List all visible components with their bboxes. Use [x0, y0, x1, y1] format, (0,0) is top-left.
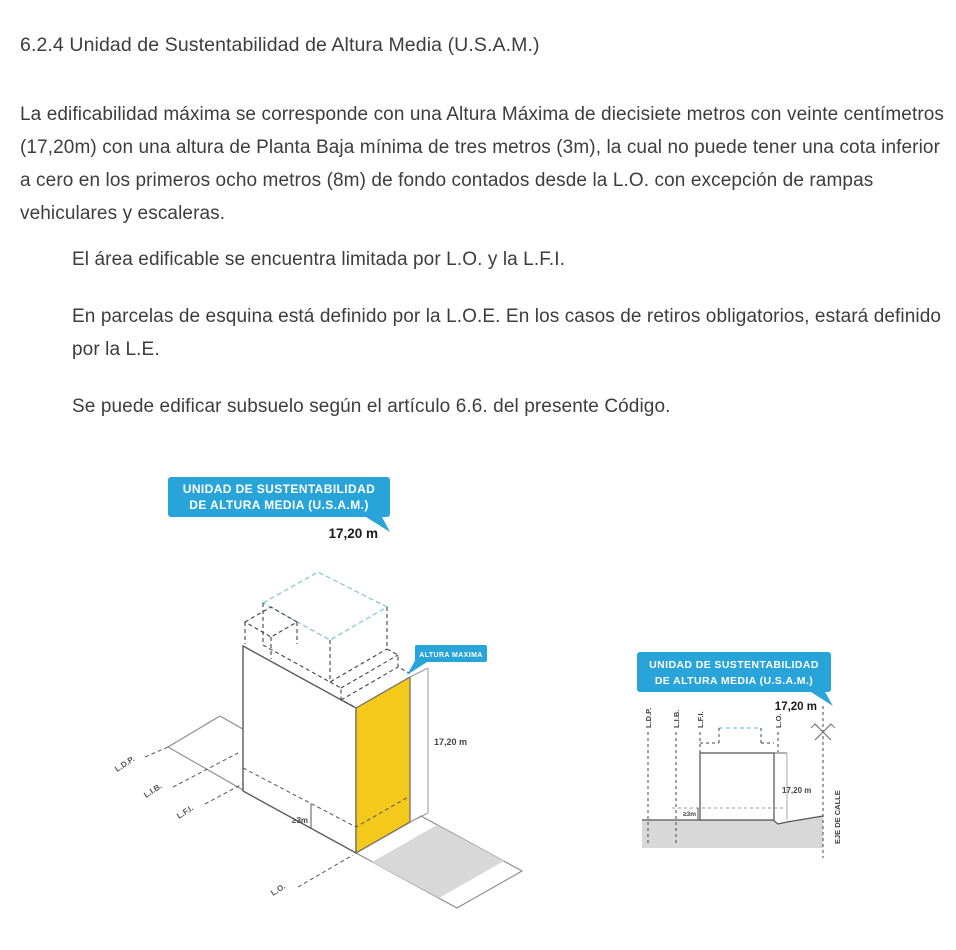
ground [642, 816, 823, 848]
lfi-line [205, 782, 246, 804]
ldp-label: L.D.P. [113, 754, 137, 774]
indented-paragraph-3: Se puede edificar subsuelo según el artículo 6.6. del presente Código. [72, 396, 671, 417]
section-title-callout [637, 652, 833, 713]
intro-paragraph: La edificabilidad máxima se corresponde con una Altura Máxima de diecisiete metros con veinte centímetros (17,20m) con una altura de Planta Baja mínima de tres metros (3m), la cual no puede tener una cota inferior a cero en los primeros ocho metros (8m) de fondo contados desde la L.O. con excepción de rampas vehiculares y escaleras. [20, 104, 945, 224]
title-line2: DE ALTURA MEDIA (U.S.A.M.) [654, 675, 814, 687]
max-height-value: 17,20 m [328, 526, 378, 541]
building-section [700, 753, 787, 820]
lo-label: L.O. [269, 881, 288, 898]
ldp-label: L.D.P. [644, 707, 653, 728]
altura-maxima-callout [407, 645, 487, 675]
building-volume [243, 646, 410, 853]
indented-paragraph-2: En parcelas de esquina está definido por la L.O.E. En los casos de retiros obligatorios, estará definido por la L.E. [72, 306, 942, 360]
lo-label: L.O. [774, 713, 783, 728]
dashed-envelope [700, 728, 774, 743]
lfi-label: L.F.I. [696, 711, 705, 728]
height-dimension-value: 17,20 m [782, 786, 812, 795]
lib-label: L.I.B. [672, 709, 681, 728]
height-dimension-value: 17,20 m [434, 737, 468, 747]
street-axis-label: EJE DE CALLE [833, 790, 842, 844]
section-diagram [615, 640, 956, 890]
title-line1: UNIDAD DE SUSTENTABILIDAD [649, 659, 819, 671]
envelope-top-face [263, 572, 387, 640]
lo-line [298, 855, 353, 887]
ldp-line [145, 747, 168, 757]
facade-highlight [356, 677, 410, 853]
max-height-value: 17,20 m [774, 701, 817, 713]
height-dimension [782, 753, 811, 820]
indented-paragraph-1: El área edificable se encuentra limitada por L.O. y la L.F.I. [72, 249, 565, 270]
min-height-label: ≥3m [683, 811, 696, 818]
title-line2: DE ALTURA MEDIA (U.S.A.M.) [189, 498, 369, 512]
title-line1: UNIDAD DE SUSTENTABILIDAD [182, 482, 376, 496]
axonometric-diagram [105, 462, 525, 940]
min-height-label: ≥3m [292, 816, 308, 825]
section-heading: 6.2.4 Unidad de Sustentabilidad de Altura Media (U.S.A.M.) [20, 34, 540, 56]
height-dimension [410, 668, 467, 822]
lib-label: L.I.B. [142, 781, 164, 800]
lfi-label: L.F.I. [175, 803, 196, 821]
axon-title-callout [168, 477, 390, 541]
altura-maxima-label: ALTURA MAXIMA [419, 652, 483, 659]
